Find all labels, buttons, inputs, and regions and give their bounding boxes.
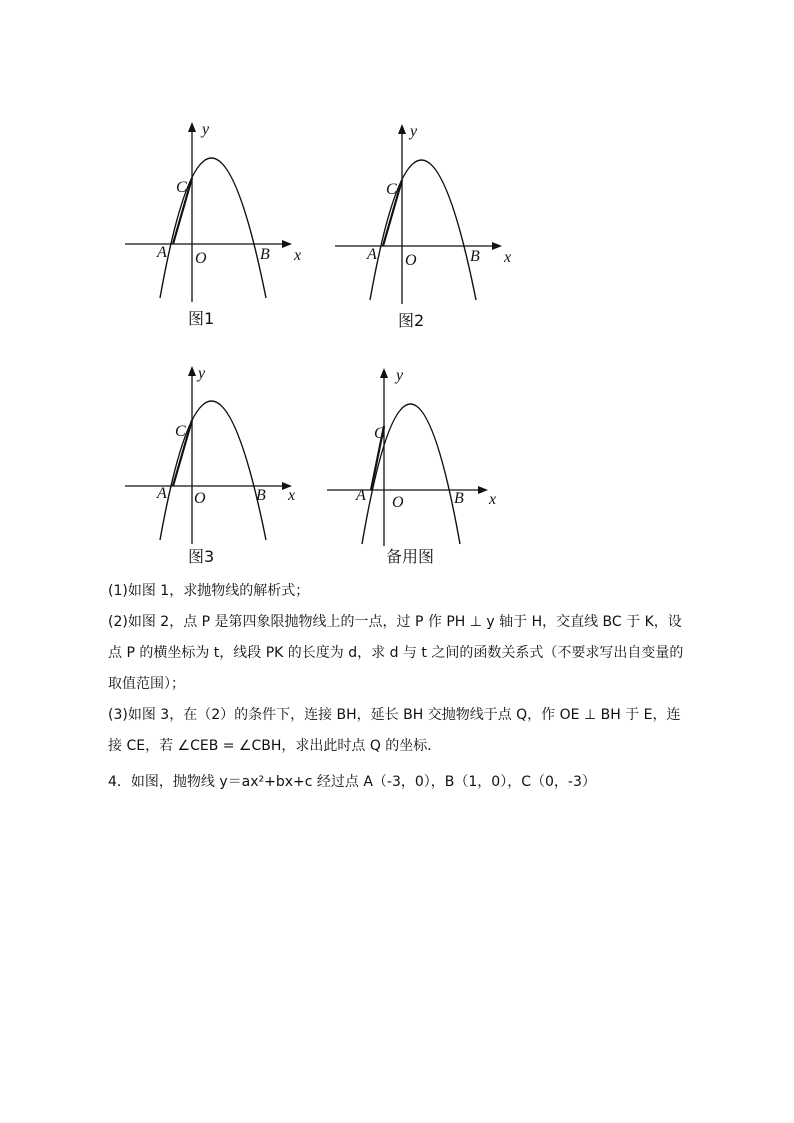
- point-a-label: A: [157, 244, 167, 261]
- point-c-label: C: [386, 181, 397, 198]
- parabola-graph-3: [120, 362, 320, 572]
- problem-4-statement: 4．如图，抛物线 y＝ax²+bx+c 经过点 A（-3，0），B（1，0），C（0，-3）: [108, 774, 596, 790]
- figure-3: [120, 362, 320, 572]
- y-label: y: [202, 121, 210, 138]
- point-c-label: C: [175, 423, 186, 440]
- figure-caption: 图3: [188, 547, 215, 566]
- figure-2: [330, 120, 530, 330]
- parabola-graph-backup: [322, 364, 522, 574]
- x-label: x: [504, 249, 512, 266]
- x-axis-arrow: [478, 486, 488, 494]
- parabola-curve: [160, 401, 266, 540]
- question-3: (3)如图 3，在（2）的条件下，连接 BH，延长 BH 交抛物线于点 Q，作 OE ⊥ BH 于 E，连接 CE，若 ∠CEB = ∠CBH，求出此时点 Q 的坐标．: [108, 707, 681, 754]
- x-label: x: [288, 487, 296, 504]
- x-label: x: [294, 247, 302, 264]
- parabola-graph-2: [330, 120, 530, 330]
- question-1: (1)如图 1，求抛物线的解析式；: [108, 583, 310, 599]
- parabola-graph-1: [120, 118, 320, 328]
- x-label: x: [489, 491, 497, 508]
- figure-caption: 图1: [188, 309, 215, 328]
- point-c-label: C: [176, 179, 187, 196]
- point-b-label: B: [256, 487, 266, 504]
- origin-label: O: [392, 494, 404, 511]
- point-b-label: B: [470, 248, 480, 265]
- x-axis-arrow: [492, 242, 502, 250]
- y-axis-arrow: [188, 122, 196, 132]
- point-c-label: C: [374, 425, 385, 442]
- figure-backup: [322, 364, 522, 574]
- question-block: [108, 576, 688, 762]
- origin-label: O: [194, 490, 206, 507]
- figure-caption: 备用图: [386, 547, 435, 566]
- y-axis-arrow: [398, 124, 406, 134]
- y-label: y: [396, 367, 404, 384]
- point-a-label: A: [356, 487, 366, 504]
- figure-caption: 图2: [398, 311, 425, 330]
- y-axis-arrow: [188, 366, 196, 376]
- y-axis-arrow: [380, 368, 388, 378]
- y-label: y: [198, 365, 206, 382]
- origin-label: O: [405, 252, 417, 269]
- origin-label: O: [195, 250, 207, 267]
- y-label: y: [410, 123, 418, 140]
- question-2: (2)如图 2，点 P 是第四象限抛物线上的一点，过 P 作 PH ⊥ y 轴于 H，交直线 BC 于 K，设点 P 的横坐标为 t，线段 PK 的长度为 d，求 d 与 t 之间的函数关系式（不要求写出自变量的取值范围）；: [108, 614, 684, 692]
- figure-1: [120, 118, 320, 328]
- point-a-label: A: [367, 246, 377, 263]
- point-a-label: A: [157, 485, 167, 502]
- x-axis-arrow: [282, 240, 292, 248]
- point-b-label: B: [454, 490, 464, 507]
- point-b-label: B: [260, 246, 270, 263]
